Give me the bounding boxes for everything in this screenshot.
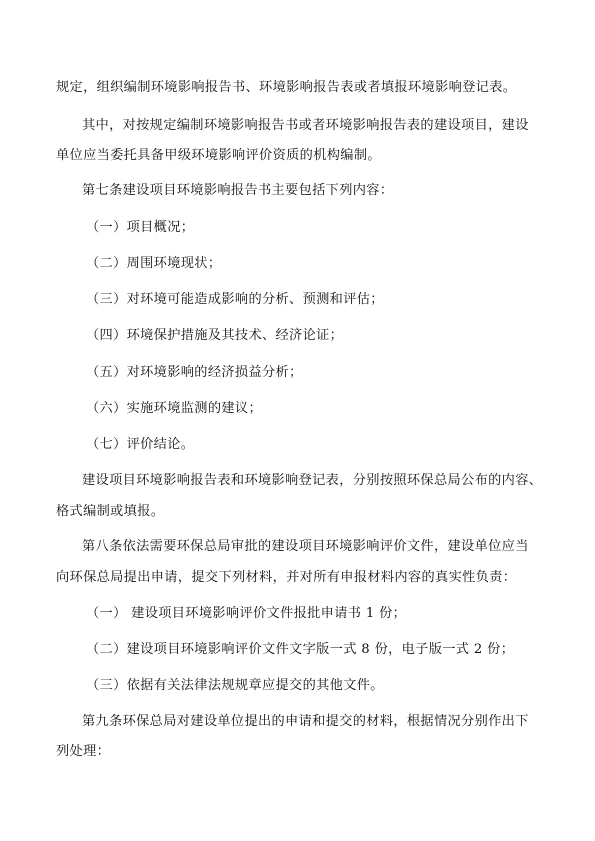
text-line: 其中，对按规定编制环境影响报告书或者环境影响报告表的建设项目，建设 <box>82 118 529 133</box>
text-line: 规定，组织编制环境影响报告书、环境影响报告表或者填报环境影响登记表。 <box>56 80 517 95</box>
text-line: 第七条建设项目环境影响报告书主要包括下列内容： <box>82 183 394 198</box>
list-item: （二）建设项目环境影响评价文件文字版一式 8 份，电子版一式 2 份； <box>86 642 515 657</box>
text-line: 单位应当委托具备甲级环境影响评价资质的机构编制。 <box>56 148 381 163</box>
list-item: （二）周围环境现状； <box>86 256 222 271</box>
text-line: 向环保总局提出申请，提交下列材料，并对所有申报材料内容的真实性负责： <box>56 570 517 585</box>
list-item: （三）对环境可能造成影响的分析、预测和评估； <box>86 292 384 307</box>
list-item: （五）对环境影响的经济损益分析； <box>86 365 303 380</box>
text-line: 第九条环保总局对建设单位提出的申请和提交的材料，根据情况分别作出下 <box>82 714 529 729</box>
text-line: 格式编制或填报。 <box>56 504 165 519</box>
list-item: （一） 建设项目环境影响评价文件报批申请书 1 份； <box>86 606 407 621</box>
list-item: （一）项目概况； <box>86 220 195 235</box>
text-line: 第八条依法需要环保总局审批的建设项目环境影响评价文件，建设单位应当 <box>82 539 529 554</box>
list-item: （七）评价结论。 <box>86 437 195 452</box>
text-line: 列处理： <box>56 744 111 759</box>
list-item: （三）依据有关法律法规规章应提交的其他文件。 <box>86 678 384 693</box>
text-line: 建设项目环境影响报告表和环境影响登记表，分别按照环保总局公布的内容、 <box>82 473 543 488</box>
list-item: （四）环境保护措施及其技术、经济论证； <box>86 328 344 343</box>
list-item: （六）实施环境监测的建议； <box>86 401 262 416</box>
